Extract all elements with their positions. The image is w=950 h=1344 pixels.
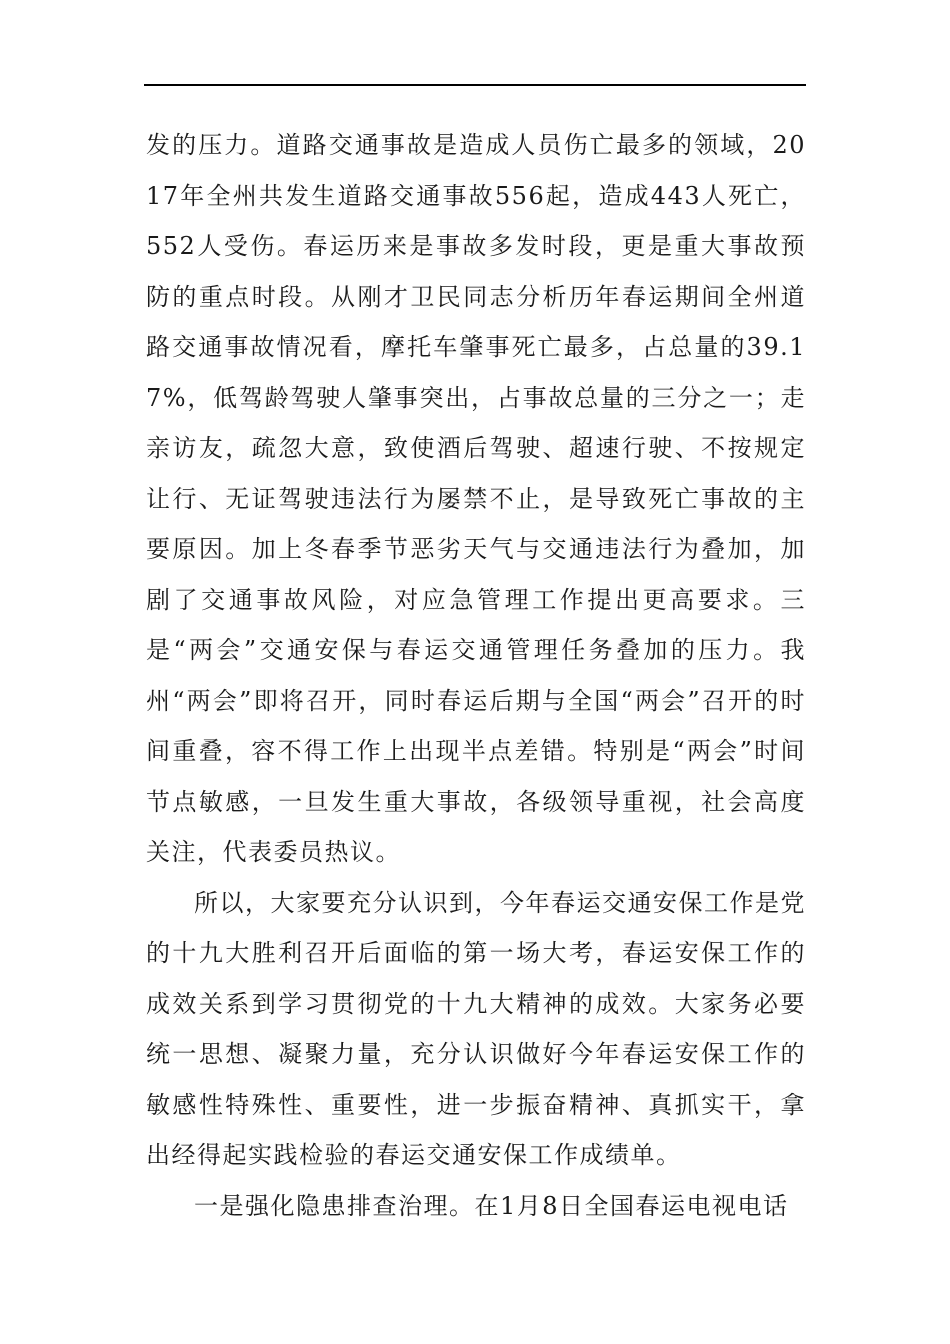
- body-paragraph-1: 发的压力。道路交通事故是造成人员伤亡最多的领域，2017年全州共发生道路交通事故556起，造成443人死亡，552人受伤。春运历来是事故多发时段，更是重大事故预防的重点时段。从刚才卫民同志分析历年春运期间全州道路交通事故情况看，摩托车肇事死亡最多，占总量的39.17%，低驾龄驾驶人肇事突出，占事故总量的三分之一；走亲访友，疏忽大意，致使酒后驾驶、超速行驶、不按规定让行、无证驾驶违法行为屡禁不止，是导致死亡事故的主要原因。加上冬春季节恶劣天气与交通违法行为叠加，加剧了交通事故风险，对应急管理工作提出更高要求。三是“两会”交通安保与春运交通管理任务叠加的压力。我州“两会”即将召开，同时春运后期与全国“两会”召开的时间重叠，容不得工作上出现半点差错。特别是“两会”时间节点敏感，一旦发生重大事故，各级领导重视，社会高度关注，代表委员热议。: [146, 131, 806, 866]
- body-paragraph-2: 所以，大家要充分认识到，今年春运交通安保工作是党的十九大胜利召开后面临的第一场大考，春运安保工作的成效关系到学习贯彻党的十九大精神的成效。大家务必要统一思想、凝聚力量，充分认识做好今年春运安保工作的敏感性特殊性、重要性，进一步振奋精神、真抓实干，拿出经得起实践检验的春运交通安保工作成绩单。: [146, 888, 806, 1169]
- body-paragraph-3: 一是强化隐患排查治理。在1月8日全国春运电视电话: [194, 1191, 789, 1220]
- header-rule: [144, 84, 806, 86]
- document-body: [146, 120, 806, 1231]
